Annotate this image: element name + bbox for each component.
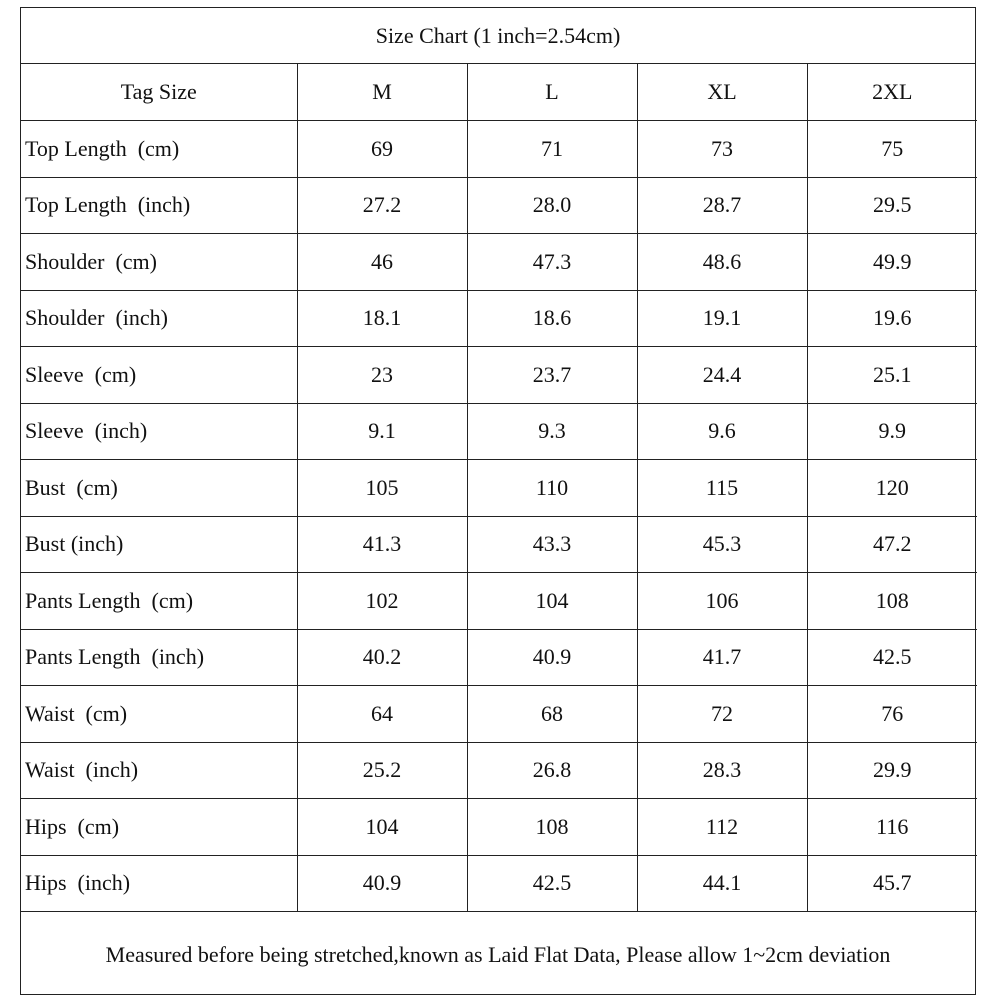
row-label: Sleeve (inch) — [21, 403, 297, 460]
value-cell: 69 — [297, 121, 467, 178]
table-row — [21, 799, 977, 856]
value-cell: 28.3 — [637, 742, 807, 799]
row-label: Bust (inch) — [21, 516, 297, 573]
size-chart — [20, 7, 976, 995]
value-cell: 73 — [637, 121, 807, 178]
value-cell: 108 — [807, 573, 977, 630]
value-cell: 44.1 — [637, 855, 807, 912]
chart-title: Size Chart (1 inch=2.54cm) — [21, 8, 975, 64]
row-label: Shoulder (cm) — [21, 234, 297, 291]
value-cell: 23 — [297, 347, 467, 404]
value-cell: 18.6 — [467, 290, 637, 347]
value-cell: 40.9 — [467, 629, 637, 686]
value-cell: 64 — [297, 686, 467, 743]
table-body — [21, 121, 977, 912]
value-cell: 24.4 — [637, 347, 807, 404]
size-header-xl: XL — [637, 64, 807, 121]
value-cell: 104 — [297, 799, 467, 856]
size-header-m: M — [297, 64, 467, 121]
value-cell: 68 — [467, 686, 637, 743]
size-header-l: L — [467, 64, 637, 121]
value-cell: 45.7 — [807, 855, 977, 912]
value-cell: 9.6 — [637, 403, 807, 460]
value-cell: 29.5 — [807, 177, 977, 234]
value-cell: 116 — [807, 799, 977, 856]
header-row — [21, 64, 977, 121]
value-cell: 9.1 — [297, 403, 467, 460]
size-table — [21, 64, 977, 912]
table-row — [21, 403, 977, 460]
value-cell: 25.2 — [297, 742, 467, 799]
value-cell: 48.6 — [637, 234, 807, 291]
row-label: Hips (inch) — [21, 855, 297, 912]
table-row — [21, 629, 977, 686]
table-row — [21, 516, 977, 573]
value-cell: 112 — [637, 799, 807, 856]
value-cell: 72 — [637, 686, 807, 743]
table-row — [21, 234, 977, 291]
table-row — [21, 121, 977, 178]
row-label: Waist (cm) — [21, 686, 297, 743]
value-cell: 106 — [637, 573, 807, 630]
value-cell: 28.7 — [637, 177, 807, 234]
value-cell: 9.3 — [467, 403, 637, 460]
value-cell: 29.9 — [807, 742, 977, 799]
value-cell: 23.7 — [467, 347, 637, 404]
table-row — [21, 177, 977, 234]
size-header-2xl: 2XL — [807, 64, 977, 121]
value-cell: 18.1 — [297, 290, 467, 347]
value-cell: 43.3 — [467, 516, 637, 573]
value-cell: 40.9 — [297, 855, 467, 912]
value-cell: 75 — [807, 121, 977, 178]
value-cell: 41.7 — [637, 629, 807, 686]
value-cell: 40.2 — [297, 629, 467, 686]
value-cell: 102 — [297, 573, 467, 630]
value-cell: 42.5 — [467, 855, 637, 912]
value-cell: 19.6 — [807, 290, 977, 347]
row-label: Pants Length (inch) — [21, 629, 297, 686]
value-cell: 108 — [467, 799, 637, 856]
measurement-note: Measured before being stretched,known as Laid Flat Data, Please allow 1~2cm deviation — [105, 942, 891, 967]
row-label: Sleeve (cm) — [21, 347, 297, 404]
row-label: Top Length (cm) — [21, 121, 297, 178]
value-cell: 76 — [807, 686, 977, 743]
tag-size-header: Tag Size — [21, 64, 297, 121]
table-row — [21, 460, 977, 517]
value-cell: 49.9 — [807, 234, 977, 291]
value-cell: 105 — [297, 460, 467, 517]
table-row — [21, 855, 977, 912]
value-cell: 47.3 — [467, 234, 637, 291]
value-cell: 71 — [467, 121, 637, 178]
value-cell: 46 — [297, 234, 467, 291]
table-row — [21, 573, 977, 630]
row-label: Shoulder (inch) — [21, 290, 297, 347]
value-cell: 47.2 — [807, 516, 977, 573]
table-row — [21, 347, 977, 404]
value-cell: 19.1 — [637, 290, 807, 347]
row-label: Bust (cm) — [21, 460, 297, 517]
row-label: Hips (cm) — [21, 799, 297, 856]
value-cell: 110 — [467, 460, 637, 517]
row-label: Top Length (inch) — [21, 177, 297, 234]
table-row — [21, 742, 977, 799]
row-label: Pants Length (cm) — [21, 573, 297, 630]
value-cell: 115 — [637, 460, 807, 517]
value-cell: 120 — [807, 460, 977, 517]
value-cell: 42.5 — [807, 629, 977, 686]
value-cell: 25.1 — [807, 347, 977, 404]
value-cell: 28.0 — [467, 177, 637, 234]
value-cell: 27.2 — [297, 177, 467, 234]
value-cell: 104 — [467, 573, 637, 630]
value-cell: 45.3 — [637, 516, 807, 573]
value-cell: 26.8 — [467, 742, 637, 799]
table-row — [21, 686, 977, 743]
row-label: Waist (inch) — [21, 742, 297, 799]
table-row — [21, 290, 977, 347]
value-cell: 9.9 — [807, 403, 977, 460]
value-cell: 41.3 — [297, 516, 467, 573]
